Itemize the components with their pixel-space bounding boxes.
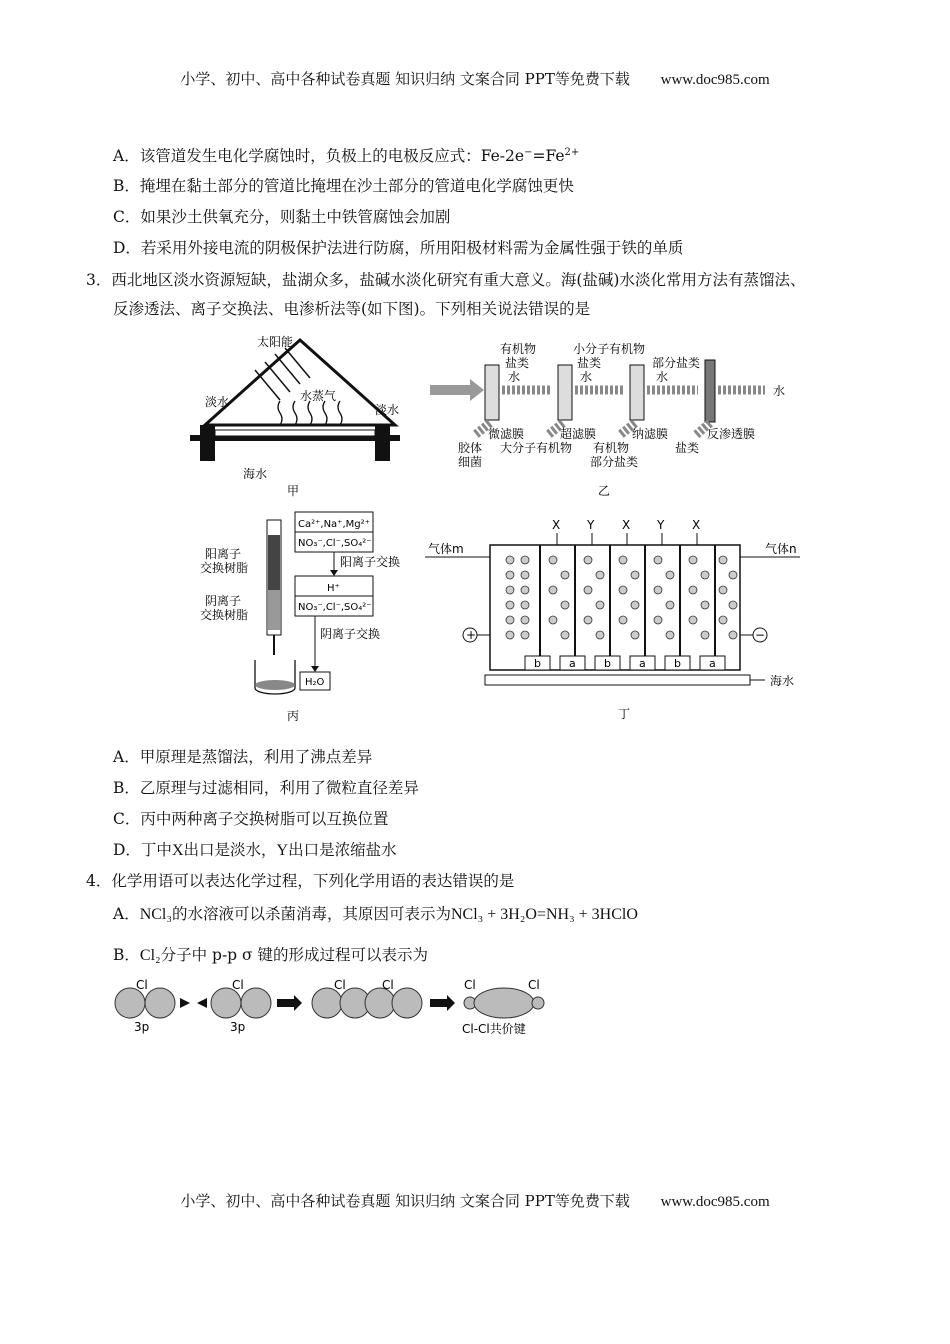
svg-text:水: 水 — [656, 370, 669, 384]
svg-text:海水: 海水 — [770, 674, 795, 688]
svg-text:阴离子交换: 阴离子交换 — [320, 627, 381, 641]
svg-text:大分子有机物: 大分子有机物 — [500, 441, 573, 455]
yi-caption: 乙 — [598, 484, 611, 498]
svg-text:Ca²⁺,Na⁺,Mg²⁺: Ca²⁺,Na⁺,Mg²⁺ — [298, 519, 370, 530]
q2-option-c: C．如果沙土供氧充分，则黏土中铁管腐蚀会加剧 — [113, 208, 451, 226]
svg-text:NO₃⁻,Cl⁻,SO₄²⁻: NO₃⁻,Cl⁻,SO₄²⁻ — [298, 602, 372, 613]
q3-stem-line2: 反渗透法、离子交换法、电渗析法等(如下图)。下列相关说法错误的是 — [113, 300, 591, 318]
svg-text:Y: Y — [587, 518, 595, 532]
svg-text:Cl: Cl — [382, 978, 394, 992]
svg-text:胶体: 胶体 — [458, 441, 483, 455]
jia-vapor: 水蒸气 — [300, 389, 337, 403]
q4-option-b: B．Cl₂分子中 p-p σ 键的形成过程可以表示为 — [113, 946, 429, 964]
q2-option-d: D．若采用外接电流的阴极保护法进行防腐，所用阳极材料需为金属性强于铁的单质 — [113, 239, 684, 257]
svg-text:b: b — [674, 657, 681, 670]
q3-option-c: C．丙中两种离子交换树脂可以互换位置 — [113, 810, 389, 828]
svg-text:Cl-Cl共价键: Cl-Cl共价键 — [462, 1022, 526, 1036]
svg-text:部分盐类: 部分盐类 — [652, 356, 701, 370]
svg-text:Cl: Cl — [334, 978, 346, 992]
q2-option-b: B．掩埋在黏土部分的管道比掩埋在沙土部分的管道电化学腐蚀更快 — [113, 177, 574, 195]
svg-text:a: a — [709, 657, 716, 670]
jia-sea: 海水 — [243, 467, 268, 481]
svg-text:a: a — [569, 657, 576, 670]
figure-bing — [195, 500, 415, 725]
header-text: 小学、初中、高中各种试卷真题 知识归纳 文案合同 PPT等免费下载 — [180, 70, 630, 88]
page-header — [0, 68, 950, 89]
svg-text:Cl: Cl — [232, 978, 244, 992]
svg-text:Y: Y — [657, 518, 665, 532]
svg-text:微滤膜: 微滤膜 — [488, 427, 525, 441]
cl-orbital-1 — [115, 988, 175, 1018]
svg-text:小分子有机物: 小分子有机物 — [573, 342, 646, 356]
svg-text:交换树脂: 交换树脂 — [200, 561, 249, 575]
svg-text:X: X — [552, 518, 561, 532]
cl-orbital-2 — [211, 988, 271, 1018]
yi-membrane-1 — [485, 365, 499, 420]
yi-in-arrow — [430, 379, 484, 401]
svg-text:盐类: 盐类 — [505, 356, 530, 370]
svg-text:H⁺: H⁺ — [327, 583, 340, 594]
q3-option-d: D．丁中X出口是淡水，Y出口是浓缩盐水 — [113, 841, 397, 859]
q3-option-a: A．甲原理是蒸馏法，利用了沸点差异 — [113, 748, 373, 766]
yi-membrane-3 — [630, 365, 644, 420]
yi-membrane-2 — [558, 365, 572, 420]
svg-text:气体n: 气体n — [765, 542, 797, 556]
q4-option-a: A．NCl₃的水溶液可以杀菌消毒，其原因可表示为NCl₃ + 3H₂O=NH₃ + 3HClO — [113, 905, 638, 923]
svg-text:阴离子: 阴离子 — [205, 594, 242, 608]
ding-sea-inlet — [485, 675, 750, 685]
cl-orbital-overlap — [312, 988, 422, 1018]
page-footer — [0, 1190, 950, 1211]
yi-membrane-4 — [705, 360, 715, 422]
jia-fresh-right: 淡水 — [375, 403, 400, 417]
svg-text:Cl: Cl — [528, 978, 540, 992]
svg-text:纳滤膜: 纳滤膜 — [632, 427, 669, 441]
svg-text:部分盐类: 部分盐类 — [590, 455, 639, 469]
svg-text:X: X — [622, 518, 631, 532]
bing-caption: 丙 — [287, 709, 300, 723]
ding-plus: + — [466, 628, 477, 642]
jia-sun-label: 太阳能 — [257, 335, 294, 349]
jia-caption: 甲 — [287, 484, 300, 498]
q3-stem-line1: 3．西北地区淡水资源短缺，盐湖众多，盐碱水淡化研究有重大意义。海(盐碱)水淡化常用方法有蒸馏法、 — [86, 271, 806, 289]
sigma-bond — [474, 988, 534, 1018]
svg-text:H₂O: H₂O — [305, 677, 325, 688]
svg-text:水: 水 — [773, 384, 786, 398]
svg-text:水: 水 — [580, 370, 593, 384]
svg-text:水: 水 — [508, 370, 521, 384]
svg-text:b: b — [534, 657, 541, 670]
svg-text:有机物: 有机物 — [500, 342, 537, 356]
svg-text:b: b — [604, 657, 611, 670]
svg-text:超滤膜: 超滤膜 — [560, 427, 597, 441]
glass-cover — [205, 340, 395, 425]
svg-text:阳离子交换: 阳离子交换 — [340, 555, 401, 569]
q4-stem: 4．化学用语可以表达化学过程，下列化学用语的表达错误的是 — [86, 872, 515, 890]
q2-option-a: A．该管道发生电化学腐蚀时，负极上的电极反应式：$Fe-2e^-=Fe^{2+}$ — [113, 146, 580, 165]
footer-text: 小学、初中、高中各种试卷真题 知识归纳 文案合同 PPT等免费下载 — [180, 1192, 630, 1210]
figure-jia — [185, 330, 415, 500]
q3-option-b: B．乙原理与过滤相同，利用了微粒直径差异 — [113, 779, 419, 797]
jia-fresh-left: 淡水 — [205, 395, 230, 409]
header-site: www.doc985.com — [660, 72, 770, 88]
svg-text:X: X — [692, 518, 701, 532]
svg-text:3p: 3p — [134, 1020, 150, 1034]
figure-ding — [425, 515, 815, 725]
svg-text:气体m: 气体m — [428, 542, 464, 556]
svg-text:盐类: 盐类 — [577, 356, 602, 370]
svg-text:Cl: Cl — [136, 978, 148, 992]
svg-text:反渗透膜: 反渗透膜 — [707, 427, 756, 441]
figure-yi — [430, 335, 810, 500]
vapor-waves — [278, 401, 342, 425]
figure-cl2-bond — [112, 975, 552, 1040]
svg-text:盐类: 盐类 — [675, 441, 700, 455]
svg-text:交换树脂: 交换树脂 — [200, 608, 249, 622]
svg-text:细菌: 细菌 — [458, 455, 483, 469]
ding-outlets — [552, 518, 700, 545]
svg-text:有机物: 有机物 — [593, 441, 630, 455]
svg-text:阳离子: 阳离子 — [205, 547, 242, 561]
svg-text:Cl: Cl — [464, 978, 476, 992]
footer-site: www.doc985.com — [660, 1194, 770, 1210]
ding-caption: 丁 — [618, 707, 631, 721]
svg-text:a: a — [639, 657, 646, 670]
svg-text:NO₃⁻,Cl⁻,SO₄²⁻: NO₃⁻,Cl⁻,SO₄²⁻ — [298, 538, 372, 549]
ding-minus: − — [755, 628, 766, 642]
svg-text:3p: 3p — [230, 1020, 246, 1034]
